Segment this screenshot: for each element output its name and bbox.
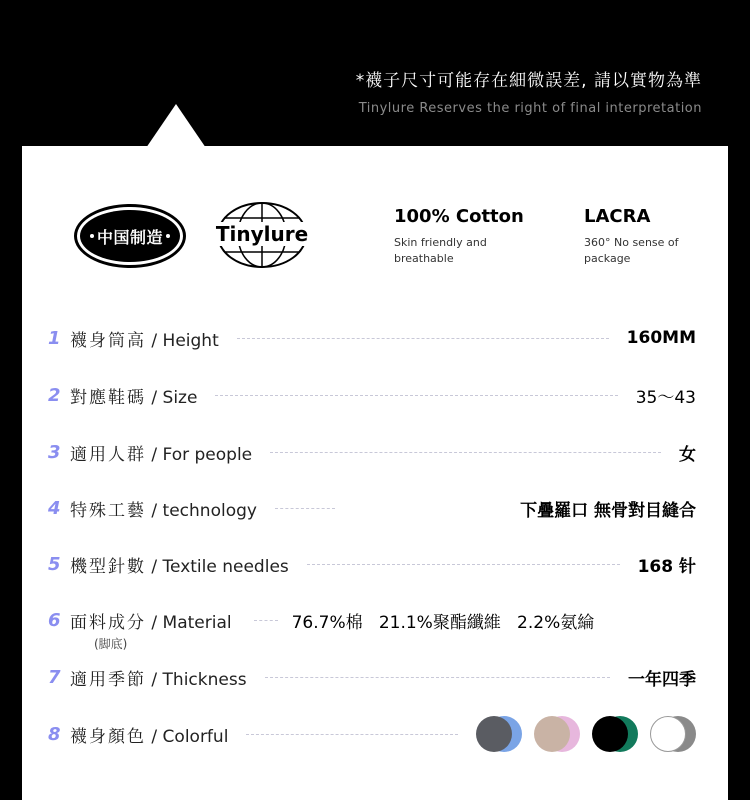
color-swatch-4[interactable] (650, 716, 696, 752)
dashed-line (275, 508, 335, 509)
row-label: 襪身顏色 / Colorful (70, 726, 229, 747)
card-notch (146, 104, 206, 148)
dashed-line (246, 734, 458, 735)
row-number: 5 (48, 553, 61, 575)
row-label: 適用季節 / Thickness (70, 669, 247, 690)
row-label: 對應鞋碼 / Size (70, 387, 198, 408)
row-number: 2 (48, 384, 61, 406)
row-value: 一年四季 (628, 669, 696, 690)
row-number: 7 (48, 666, 61, 688)
color-swatches (476, 716, 696, 752)
color-swatch-2[interactable] (534, 716, 580, 752)
spec-card (22, 146, 728, 800)
row-value: 35～43 (635, 387, 696, 408)
row-number: 3 (48, 441, 61, 463)
color-swatch-3[interactable] (592, 716, 638, 752)
brand-globe-logo (202, 200, 322, 270)
row-label: 特殊工藝 / technology (70, 500, 257, 521)
color-swatch-1[interactable] (476, 716, 522, 752)
row-value: 女 (679, 444, 696, 465)
row-label: 適用人群 / For people (70, 444, 253, 465)
swatch-main (592, 716, 628, 752)
dashed-line (307, 564, 620, 565)
brand-name: Tinylure (202, 222, 322, 246)
row-label: 襪身筒高 / Height (70, 330, 219, 351)
disclaimer (356, 66, 702, 116)
row-number: 8 (48, 723, 61, 745)
spec-row-technology (48, 493, 696, 523)
feature-lacra (584, 206, 714, 267)
row-label: 機型針數 / Textile needles (70, 556, 289, 577)
feature-title: 100% Cotton (394, 206, 524, 227)
spec-row-material (48, 605, 696, 651)
disclaimer-cn: *襪子尺寸可能存在細微誤差, 請以實物為準 (355, 71, 702, 91)
spec-row-needles (48, 549, 696, 579)
row-number: 4 (48, 497, 61, 519)
dashed-line (254, 620, 278, 621)
row-sub-label: (脚底) (94, 637, 128, 651)
spec-row-height (48, 323, 696, 353)
feature-desc: 360° No sense of package (584, 236, 679, 265)
dashed-line (270, 452, 661, 453)
spec-row-size (48, 380, 696, 410)
dashed-line (237, 338, 609, 339)
spec-row-people (48, 437, 696, 467)
made-in-china-text: 中国制造 (96, 227, 163, 247)
made-in-china-badge (74, 204, 186, 268)
row-value: 160MM (626, 328, 696, 348)
swatch-main (476, 716, 512, 752)
dashed-line (215, 395, 617, 396)
feature-desc: Skin friendly and breathable (394, 236, 487, 265)
swatch-main (650, 716, 686, 752)
row-label: 面料成分 / Material (70, 612, 232, 633)
feature-title: LACRA (584, 206, 651, 227)
row-number: 6 (48, 609, 61, 631)
disclaimer-en: Tinylure Reserves the right of final interpretation (358, 101, 702, 116)
row-value: 168 针 (637, 556, 696, 577)
feature-cotton (394, 206, 524, 267)
spec-row-colors (48, 715, 696, 753)
swatch-main (534, 716, 570, 752)
row-number: 1 (48, 327, 61, 349)
spec-row-season (48, 662, 696, 692)
row-value: 下疊羅口 無骨對目縫合 (520, 500, 696, 521)
row-value: 76.7%棉 21.1%聚酯纖維 2.2%氨綸 (291, 612, 595, 633)
dashed-line (265, 677, 610, 678)
